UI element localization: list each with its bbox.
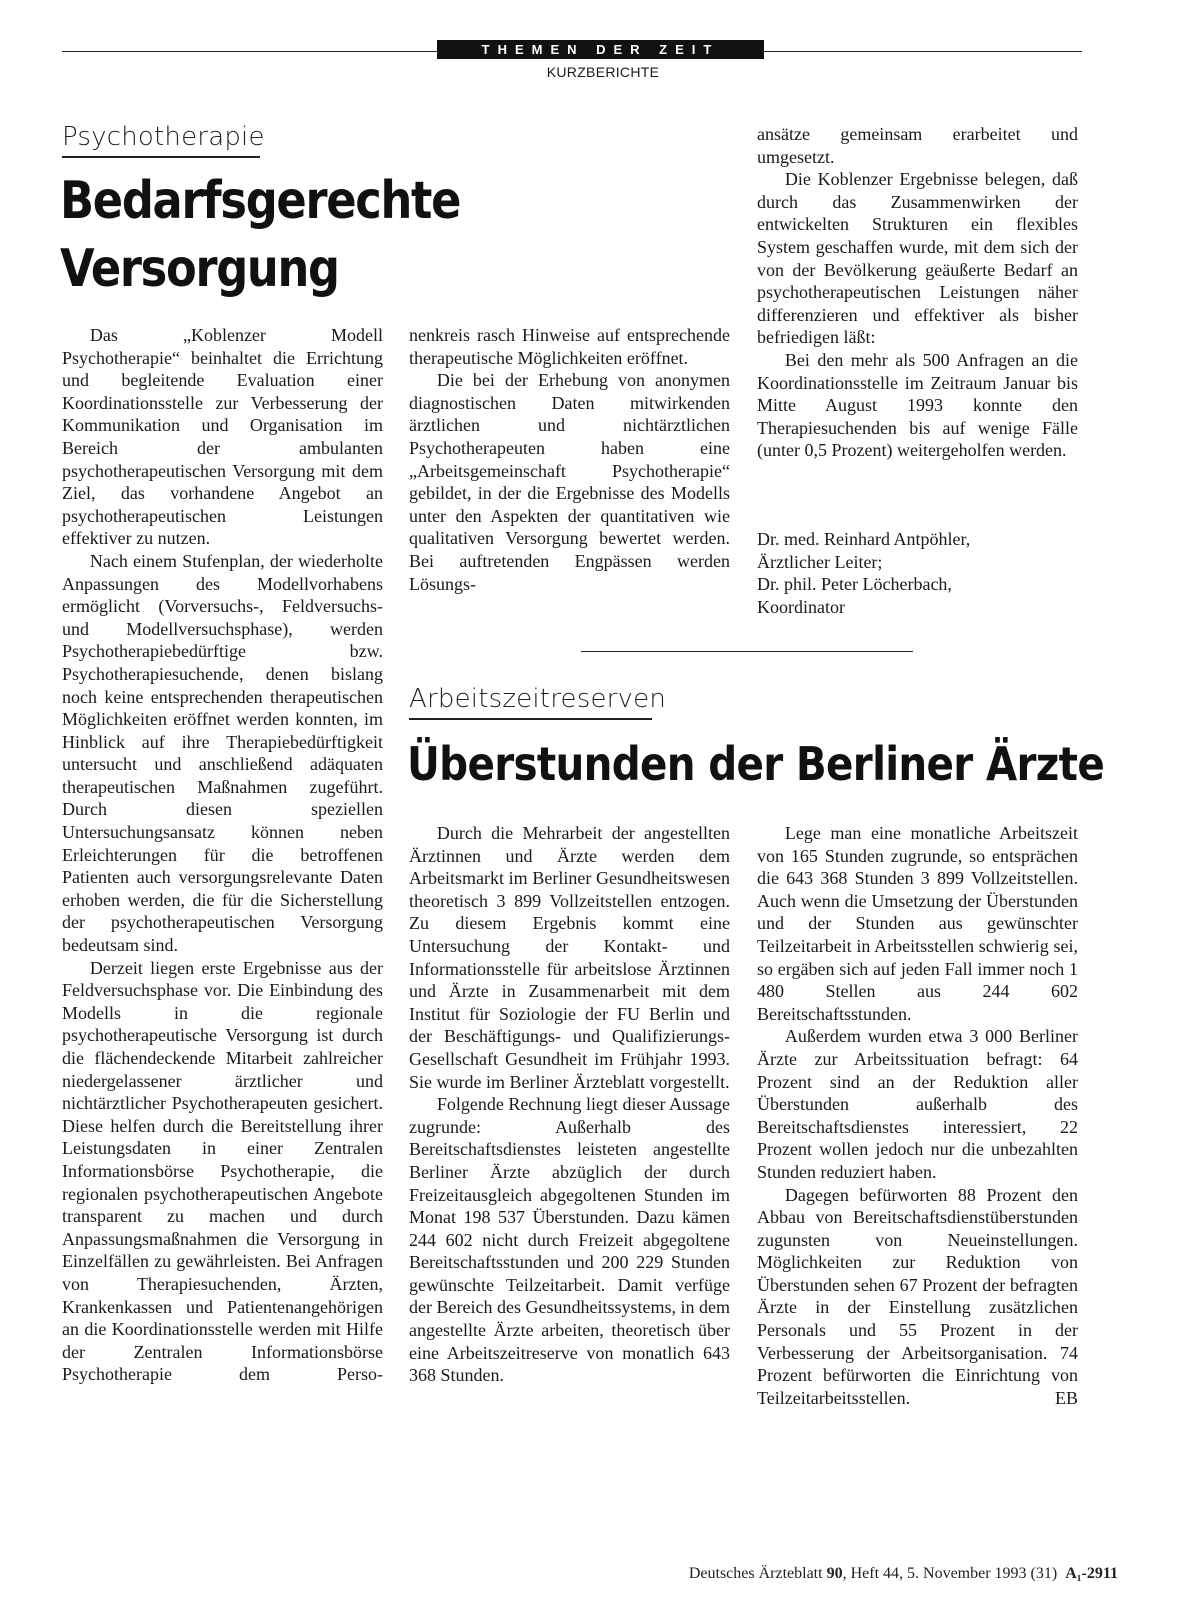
article1-column-3	[757, 123, 1078, 462]
article1-kicker-rule	[62, 156, 260, 158]
signature-line: Dr. phil. Peter Löcherbach,	[757, 574, 952, 595]
article2-paragraph-text: Dagegen befürworten 88 Prozent den Abbau von Bereitschaftsdienstüberstunden zugunsten von Neueinstellungen. Möglichkeiten zur Reduktion von Überstunden sehen 67 Prozent der befragten Ärzte in der Einstellung zusätzlichen Personals und 55 Prozent in der Verbesserung der Arbeitsorganisation. 74 Prozent befürworten die Einrichtung von Teilzeitarbeitsstellen.	[757, 1184, 1078, 1408]
signature-line: Dr. med. Reinhard Antpöhler,	[757, 529, 971, 549]
article2-column-1	[409, 822, 730, 1387]
article-divider	[581, 651, 913, 652]
article1-paragraph: Nach einem Stufenplan, der wiederholte Anpassungen des Modellvorhabens ermöglicht (Vorversuchs-, Feldversuchs- und Modellversuchsphase), werden Psychotherapiebedürftige bzw. Psychotherapiesuchende, denen bislang noch keine entsprechenden therapeutischen Möglichkeiten eröffnet werden konnten, im Hinblick auf ihre Therapiebedürftigkeit untersucht und anschließend adäquaten therapeutischen Maßnahmen zugeführt. Durch diesen speziellen Untersuchungsansatz können neben Erleichterungen für die betroffenen Patienten auch versorgungsrelevante Daten erhoben werden, die für die Sicherstellung der psychotherapeutischen Versorgung bedeutsam sind.	[62, 550, 383, 956]
article1-headline-line1: Bedarfsgerechte	[60, 171, 461, 231]
header-rule-right	[764, 51, 1082, 52]
article1-signature	[757, 528, 970, 618]
article1-column-2	[409, 324, 730, 595]
article2-paragraph: Folgende Rechnung liegt dieser Aussage zugrunde: Außerhalb des Bereitschaftsdienstes leisteten angestellte Berliner Ärzte abzüglich der durch Freizeitausgleich abgegoltenen Stunden im Monat 198 537 Überstunden. Dazu kämen 244 602 nicht durch Freizeit abgegoltene Bereitschaftsstunden und 200 229 Stunden gewünschte Teilzeitarbeit. Damit verfüge der Bereich des Gesundheitssystems, in dem angestellte Ärzte arbeiten, theoretisch über eine Arbeitszeitreserve von monatlich 643 368 Stunden.	[409, 1094, 730, 1386]
footer-journal: Deutsches Ärzteblatt	[688, 1565, 823, 1582]
article1-paragraph: nenkreis rasch Hinweise auf entsprechende therapeutische Möglichkeiten eröffnet.	[409, 325, 730, 368]
article2-column-2	[757, 822, 1078, 1409]
footer-issue: , Heft 44, 5. November 1993 (31)	[842, 1565, 1058, 1582]
article2-kicker: Arbeitszeitreserven	[409, 684, 667, 714]
signature-line: Ärztlicher Leiter;	[757, 551, 883, 572]
header-rule-left	[62, 51, 437, 52]
article1-column-1	[62, 324, 383, 1386]
article2-author: EB	[1054, 1387, 1078, 1408]
article2-paragraph	[757, 1184, 1078, 1410]
footer-page: A₁-2911	[1065, 1565, 1118, 1582]
section-subtitle: KURZBERICHTE	[546, 64, 660, 80]
article1-paragraph: Die bei der Erhebung von anonymen diagnostischen Daten mitwirkenden ärztlichen und nichtärztlichen Psychotherapeuten haben eine „Arbeitsgemeinschaft Psychotherapie“ gebildet, in der die Ergebnisse des Modells unter den Aspekten der quantitativen wie qualitativen Versorgung bewertet werden. Bei auftretenden Engpässen werden Lösungs-	[409, 370, 730, 594]
signature-line: Koordinator	[757, 596, 845, 617]
article1-paragraph: Derzeit liegen erste Ergebnisse aus der Feldversuchsphase vor. Die Einbindung des Modells in die regionale psychotherapeutische Versorgung ist durch die flächendeckende Mitarbeit zahlreicher niedergelassener ärztlicher und nichtärztlicher Psychotherapeuten gesichert. Diese helfen durch die Bereitstellung ihrer Leistungsdaten in einer Zentralen Informationsbörse Psychotherapie, die regionalen psychotherapeutischen Angebote transparent zu machen und durch Anpassungsmaßnahmen die Versorgung in Einzelfällen zu gewährleisten. Bei Anfragen von Therapiesuchenden, Ärzten, Krankenkassen und Patientenangehörigen an die Koordinationsstelle werden mit Hilfe der Zentralen Informationsbörse Psychotherapie dem Perso-	[62, 957, 383, 1385]
article2-paragraph: Außerdem wurden etwa 3 000 Berliner Ärzte zur Arbeitssituation befragt: 64 Prozent sind an der Reduktion aller Überstunden außerhalb des Bereitschaftsdienstes interessiert, 22 Prozent wollen jedoch nur die unbezahlten Stunden reduziert haben.	[757, 1026, 1078, 1182]
article2-paragraph: Durch die Mehrarbeit der angestellten Ärztinnen und Ärzte werden dem Arbeitsmarkt im Berliner Gesundheitswesen theoretisch 3 899 Vollzeitstellen entzogen. Zu diesem Ergebnis kommt eine Untersuchung der Kontakt- und Informationsstelle für arbeitslose Ärztinnen und Ärzte in Zusammenarbeit mit dem Institut für Soziologie der FU Berlin und der Beschäftigungs- und Qualifizierungs-Gesellschaft Gesundheit im Frühjahr 1993. Sie wurde im Berliner Ärzteblatt vorgestellt.	[409, 823, 730, 1092]
article1-paragraph: Die Koblenzer Ergebnisse belegen, daß durch das Zusammenwirken der entwickelten Strukturen ein flexibles System geschaffen wurde, mit dem sich der von der Bevölkerung geäußerte Bedarf an psychotherapeutischen Leistungen näher differenzieren und effektiver als bisher befriedigen läßt:	[757, 169, 1078, 348]
article1-paragraph: ansätze gemeinsam erarbeitet und umgesetzt.	[757, 124, 1078, 167]
footer-volume: 90	[826, 1565, 843, 1582]
page-footer	[689, 1565, 1118, 1583]
article1-paragraph: Bei den mehr als 500 Anfragen an die Koordinationsstelle im Zeitraum Januar bis Mitte August 1993 konnte den Therapiesuchenden bis auf wenige Fälle (unter 0,5 Prozent) weitergeholfen werden.	[757, 349, 1078, 461]
article2-headline: Überstunden der Berliner Ärzte	[407, 737, 1105, 791]
section-title: THEMEN DER ZEIT	[437, 40, 764, 59]
article1-kicker: Psychotherapie	[62, 122, 265, 152]
article1-headline-line2: Versorgung	[60, 239, 339, 299]
article1-paragraph: Das „Koblenzer Modell Psychotherapie“ beinhaltet die Errichtung und begleitende Evaluation einer Koordinationsstelle zur Verbesserung der Kommunikation und Organisation im Bereich der ambulanten psychotherapeutischen Versorgung mit dem Ziel, das vorhandene Angebot an psychotherapeutischen Leistungen effektiver zu nutzen.	[62, 325, 383, 549]
article2-paragraph: Lege man eine monatliche Arbeitszeit von 165 Stunden zugrunde, so entsprächen die 643 368 Stunden 3 899 Vollzeitstellen. Auch wenn die Umsetzung der Überstunden und der Stunden aus gewünschter Teilzeitarbeit in Arbeitsstellen schwierig sei, so ergäben sich auf jeden Fall immer noch 1 480 Stellen aus 244 602 Bereitschaftsstunden.	[757, 823, 1078, 1024]
article2-kicker-rule	[409, 718, 652, 720]
